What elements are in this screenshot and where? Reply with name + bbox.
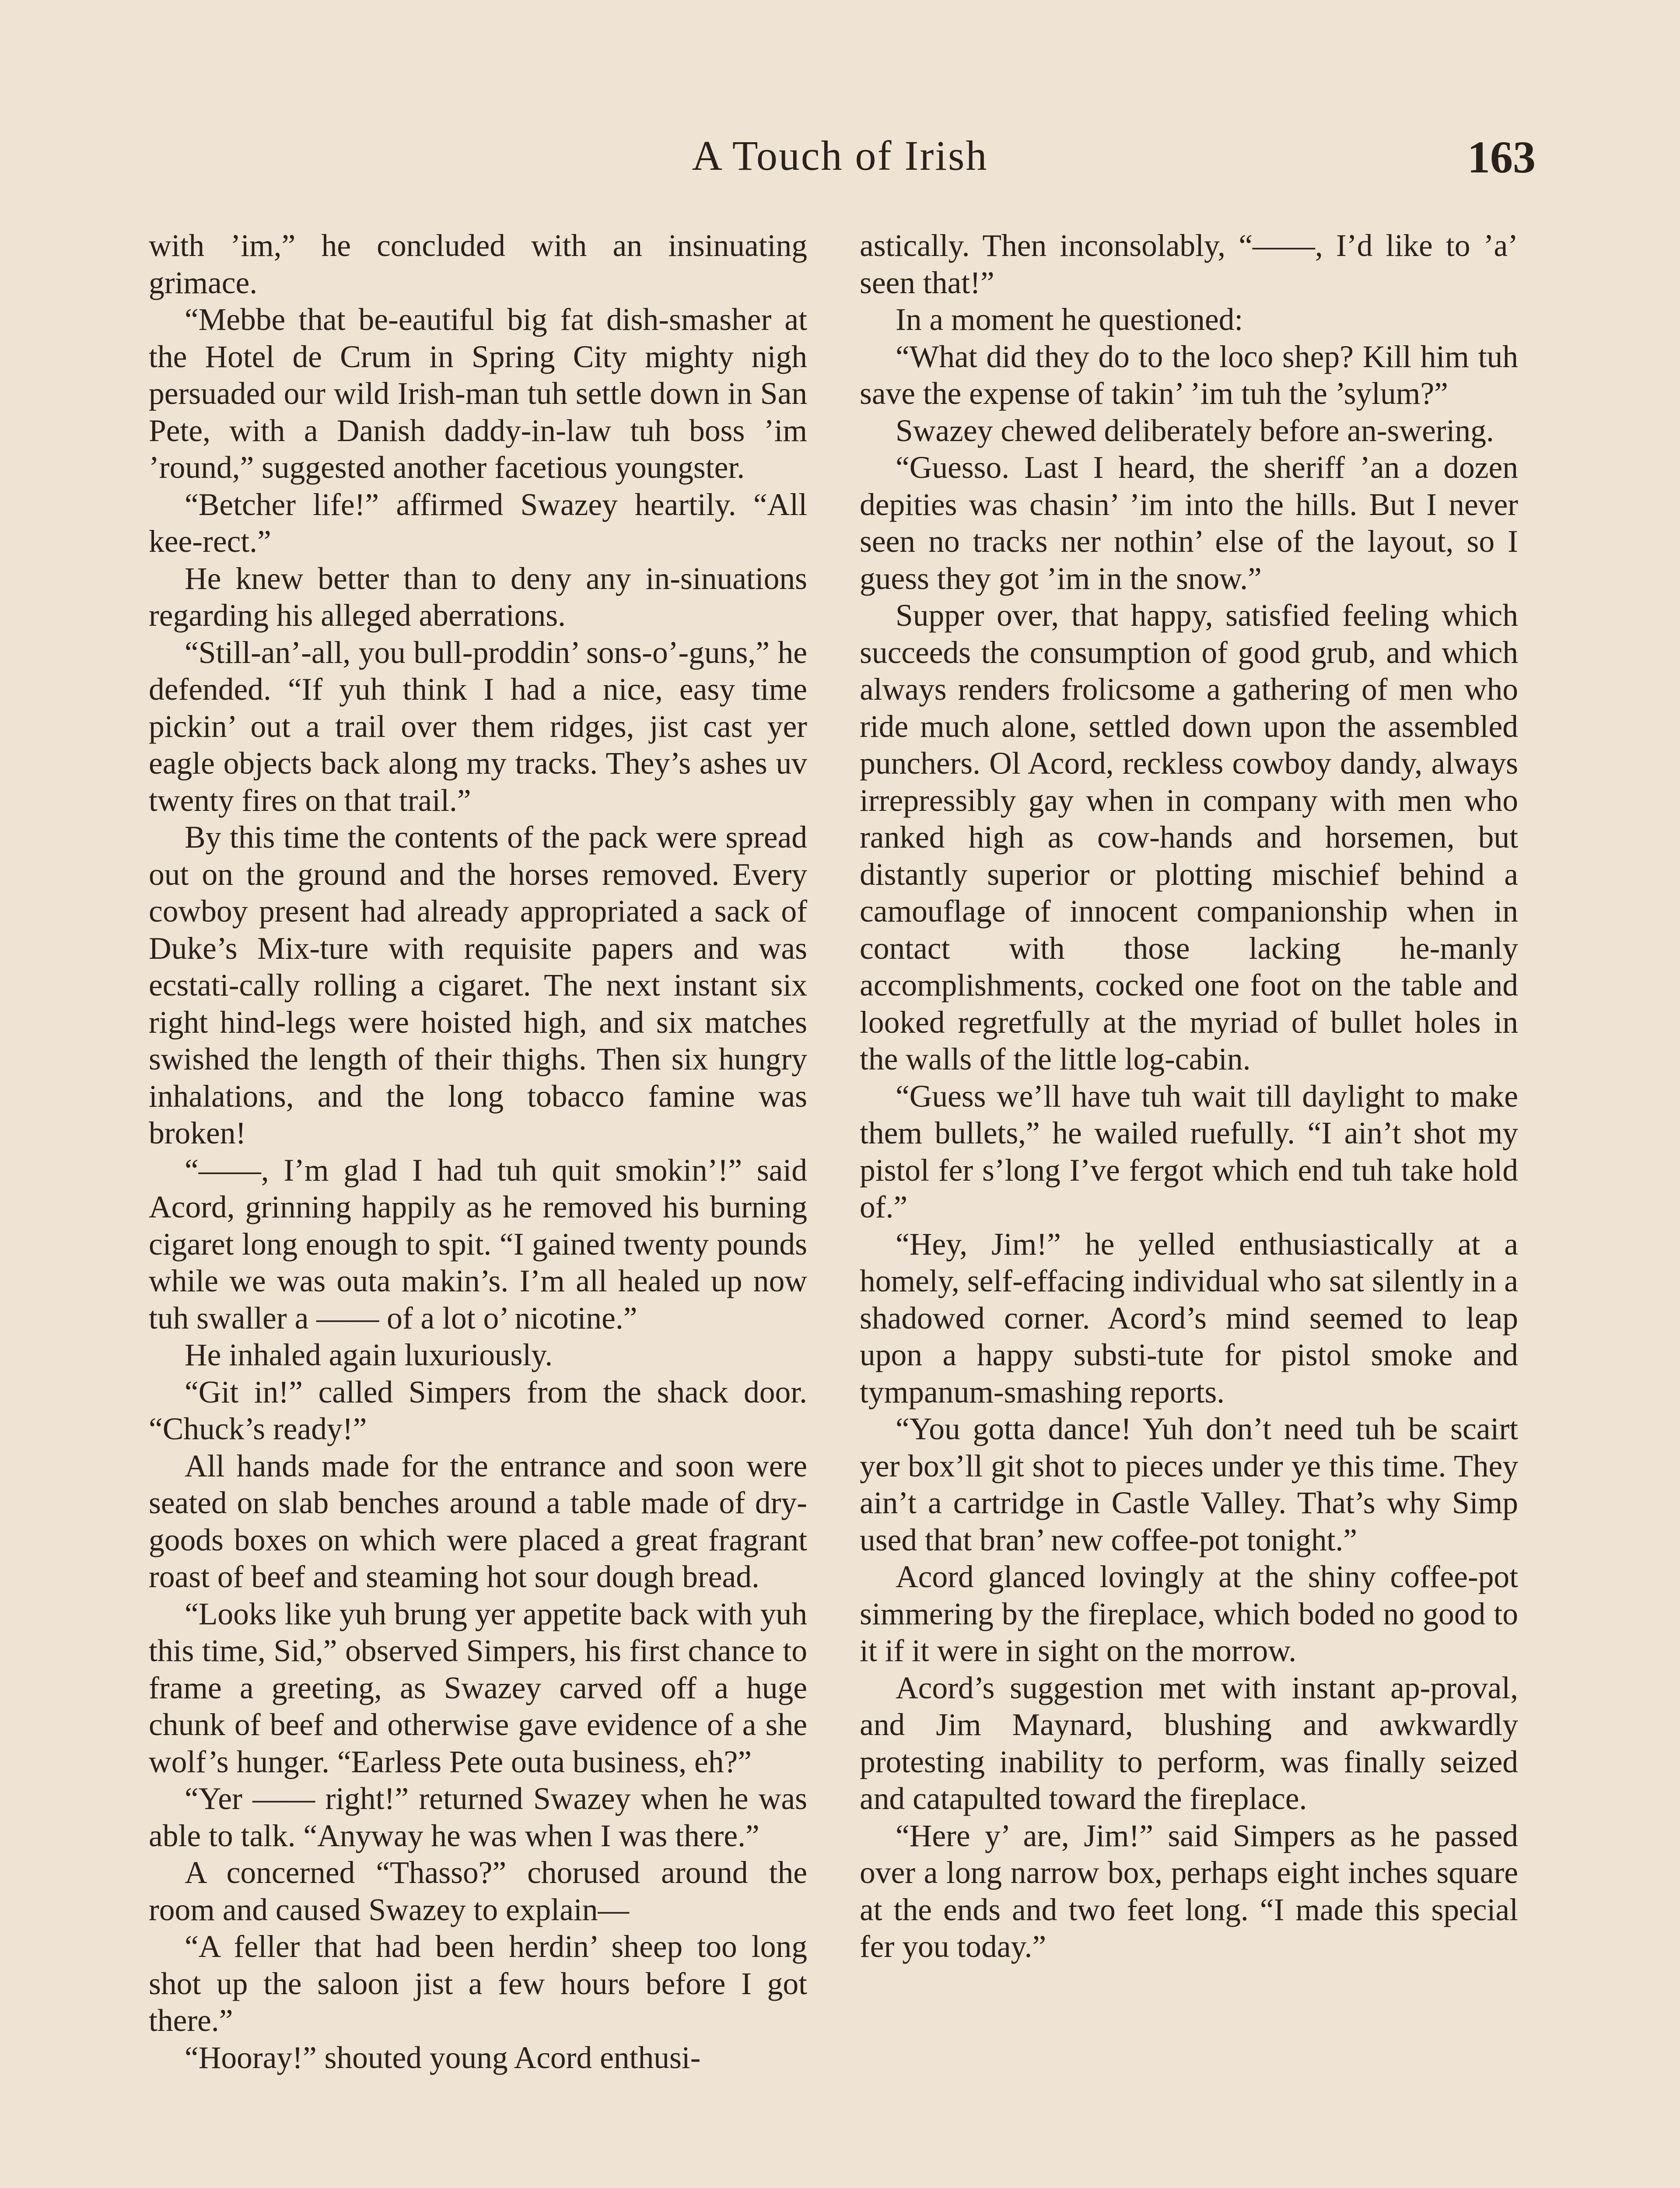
paragraph: Supper over, that happy, satisfied feeling which succeeds the consumption of good grub, and which always renders frolicsome a gathering of men who ride much alone, settled down upon the assembled punchers. Ol Acord, reckless cowboy dandy, always irrepressibly gay when in company with men who ranked high as cow-hands and horsemen, but distantly superior or plotting mischief behind a camouflage of innocent companionship when in contact with those lacking he-manly accomplishments, cocked one foot on the table and looked regretfully at the myriad of bullet holes in the walls of the little log-cabin.	[860, 598, 1518, 1076]
paragraph: with ’im,” he concluded with an insinuating grimace.	[149, 228, 807, 300]
paragraph: Swazey chewed deliberately before an-swering.	[896, 413, 1494, 448]
paragraph: “You gotta dance! Yuh don’t need tuh be scairt yer box’ll git shot to pieces under ye this time. They ain’t a cartridge in Castle Valley. That’s why Simp used that bran’ new coffee-pot tonight.”	[860, 1412, 1518, 1557]
paragraph: “Guess we’ll have tuh wait till daylight to make them bullets,” he wailed ruefully. “I ain’t shot my pistol fer s’long I’ve fergot which end tuh take hold of.”	[860, 1079, 1518, 1224]
page-number: 163	[1467, 132, 1536, 182]
paragraph: astically. Then inconsolably, “——, I’d like to ’a’ seen that!”	[860, 228, 1518, 300]
paragraph: “Guesso. Last I heard, the sheriff ’an a dozen depities was chasin’ ’im into the hills. But I never seen no tracks ner nothin’ else of the layout, so I guess they got ’im in the snow.”	[860, 450, 1518, 596]
paragraph: “Here y’ are, Jim!” said Simpers as he passed over a long narrow box, perhaps eight inches square at the ends and two feet long. “I made this special fer you today.”	[860, 1818, 1518, 1964]
running-title: A Touch of Irish	[692, 132, 988, 179]
paragraph: “Looks like yuh brung yer appetite back with yuh this time, Sid,” observed Simpers, his first chance to frame a greeting, as Swazey carved off a huge chunk of beef and otherwise gave evidence of a she wolf’s hunger. “Earless Pete outa business, eh?”	[149, 1596, 807, 1779]
paragraph: “What did they do to the loco shep? Kill him tuh save the expense of takin’ ’im tuh the ’sylum?”	[860, 339, 1518, 411]
paragraph: “A feller that had been herdin’ sheep too long shot up the saloon jist a few hours before I got there.”	[149, 1929, 807, 2038]
paragraph: “Hey, Jim!” he yelled enthusiastically at a homely, self-effacing individual who sat silently in a shadowed corner. Acord’s mind seemed to leap upon a happy substi-tute for pistol smoke and tympanum-smashing reports.	[860, 1227, 1518, 1410]
paragraph: In a moment he questioned:	[896, 302, 1243, 337]
paragraph: By this time the contents of the pack were spread out on the ground and the horses removed. Every cowboy present had already appropriated a sack of Duke’s Mix-ture with requisite papers and was ecstati-cally rolling a cigaret. The next instant six right hind-legs were hoisted high, and six matches swished the length of their thighs. Then six hungry inhalations, and the long tobacco famine was broken!	[149, 820, 807, 1150]
paragraph: “Betcher life!” affirmed Swazey heartily. “All kee-rect.”	[149, 487, 807, 559]
paragraph: “——, I’m glad I had tuh quit smokin’!” said Acord, grinning happily as he removed his burning cigaret long enough to spit. “I gained twenty pounds while we was outa makin’s. I’m all healed up now tuh swaller a —— of a lot o’ nicotine.”	[149, 1153, 807, 1336]
page-header	[0, 127, 1680, 188]
paragraph: Acord’s suggestion met with instant ap-proval, and Jim Maynard, blushing and awkwardly protesting inability to perform, was finally seized and catapulted toward the fireplace.	[860, 1670, 1518, 1816]
paragraph: Acord glanced lovingly at the shiny coffee-pot simmering by the fireplace, which boded no good to it if it were in sight on the morrow.	[860, 1560, 1518, 1668]
text-column-right	[860, 228, 1518, 1966]
paragraph: He knew better than to deny any in-sinuations regarding his alleged aberrations.	[149, 561, 807, 633]
paragraph: “Still-an’-all, you bull-proddin’ sons-o’-guns,” he defended. “If yuh think I had a nice, easy time pickin’ out a trail over them ridges, jist cast yer eagle objects back along my tracks. They’s ashes uv twenty fires on that trail.”	[149, 635, 807, 818]
paragraph: “Mebbe that be-eautiful big fat dish-smasher at the Hotel de Crum in Spring City mighty nigh persuaded our wild Irish-man tuh settle down in San Pete, with a Danish daddy-in-law tuh boss ’im ’round,” suggested another facetious youngster.	[149, 302, 807, 485]
paragraph: “Hooray!” shouted young Acord enthusi-	[185, 2040, 701, 2075]
paragraph: All hands made for the entrance and soon were seated on slab benches around a table made of dry-goods boxes on which were placed a great fragrant roast of beef and steaming hot sour dough bread.	[149, 1448, 807, 1594]
paragraph: He inhaled again luxuriously.	[185, 1338, 553, 1372]
paragraph: “Git in!” called Simpers from the shack door. “Chuck’s ready!”	[149, 1375, 807, 1446]
text-column-left	[149, 228, 807, 2076]
paragraph: “Yer —— right!” returned Swazey when he was able to talk. “Anyway he was when I was there.”	[149, 1781, 807, 1853]
paragraph: A concerned “Thasso?” chorused around the room and caused Swazey to explain—	[149, 1855, 807, 1927]
